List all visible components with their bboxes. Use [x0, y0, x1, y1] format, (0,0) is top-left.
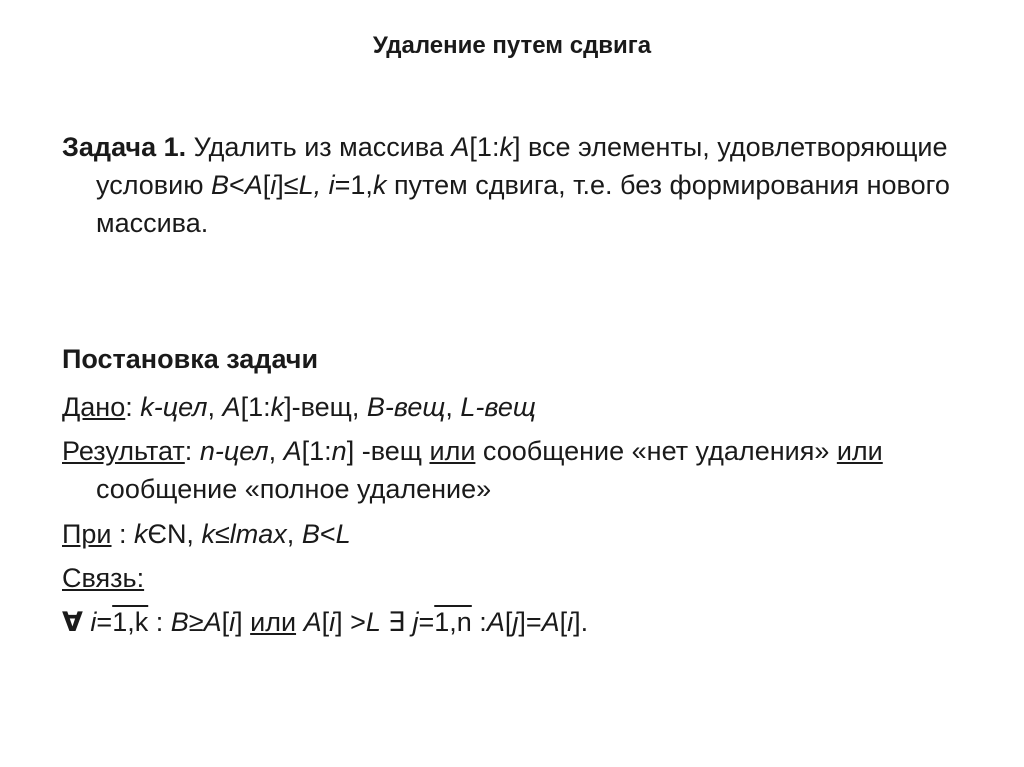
formula-text-5: ] [235, 607, 251, 637]
when-b: B [301, 519, 320, 549]
result-a: A [283, 436, 302, 466]
result-text-4: сообщение «полное удаление» [96, 474, 492, 504]
formula-a: A [203, 607, 222, 637]
result-n: n-цел [199, 436, 269, 466]
formula-a-2: A [303, 607, 322, 637]
task-label: Задача 1. [62, 132, 187, 162]
task-text-7: =1, [334, 170, 373, 200]
result-colon: : [184, 436, 200, 466]
formula-text-6 [296, 607, 304, 637]
formula-range-2: 1,n [434, 607, 472, 637]
formula-i: i [82, 607, 97, 637]
task-k-2: k [372, 170, 387, 200]
given-a: A [222, 392, 241, 422]
task-text-5: [ [262, 170, 271, 200]
when-text-1: ЄN, [147, 519, 202, 549]
result-label: Результат [62, 436, 185, 466]
formula-text-13: [ [559, 607, 568, 637]
result-text-2: ] -вещ [346, 436, 430, 466]
result-or-2: или [836, 436, 883, 466]
formula-i-2: i [229, 607, 236, 637]
when-k-2: k [201, 519, 215, 549]
slide-title: Удаление путем сдвига [372, 32, 652, 59]
formula-i-4: i [567, 607, 574, 637]
formula-text-10: : [471, 607, 487, 637]
formula-text-9: = [418, 607, 435, 637]
task-text-4: < [228, 170, 245, 200]
formula-line [62, 603, 1016, 641]
task-text-8: путем сдвига, т.е. без формирования нового массива. [96, 170, 950, 238]
task-text-2: [1: [469, 132, 500, 162]
result-line [62, 432, 1016, 508]
result-n-2: n [331, 436, 347, 466]
formula-text-1: = [96, 607, 113, 637]
when-label: При [62, 519, 112, 549]
given-b: B-вещ [366, 392, 446, 422]
link-label: Связь: [62, 563, 145, 593]
formula-a-4: A [541, 607, 560, 637]
given-colon: : [125, 392, 141, 422]
formula-text-4: [ [221, 607, 230, 637]
given-label: Дано [62, 392, 126, 422]
task-b: B [210, 170, 229, 200]
when-text-3: , [286, 519, 302, 549]
given-text-1: [1: [240, 392, 271, 422]
forall-symbol: ∀ [62, 607, 83, 637]
formula-b: B [170, 607, 189, 637]
exists-symbol: ∃ [380, 607, 413, 637]
formula-j: j [412, 607, 419, 637]
when-l: L [335, 519, 351, 549]
result-text-3: сообщение «нет удаления» [475, 436, 837, 466]
task-text-6: ]≤ [276, 170, 299, 200]
when-text-0: : [111, 519, 135, 549]
given-text-2: ]-вещ, [284, 392, 367, 422]
given-comma-2: , [445, 392, 461, 422]
when-text-4: < [319, 519, 336, 549]
when-line [62, 515, 1016, 553]
formula-j-2: j [512, 607, 519, 637]
formula-text-2: : [148, 607, 171, 637]
given-k: k-цел [140, 392, 208, 422]
formula-text-8: ] > [335, 607, 366, 637]
formula-text-7: [ [321, 607, 330, 637]
task-i: i [270, 170, 277, 200]
result-comma: , [268, 436, 284, 466]
task-array-a: A [451, 132, 470, 162]
formula-text-11: [ [504, 607, 513, 637]
formula-text-3: ≥ [188, 607, 204, 637]
formula-range-1: 1,k [112, 607, 149, 637]
result-text-1: [1: [301, 436, 332, 466]
formula-text-12: ]= [518, 607, 542, 637]
formula-a-3: A [486, 607, 505, 637]
formula-or: или [250, 607, 297, 637]
formula-i-3: i [329, 607, 336, 637]
task-paragraph [62, 128, 1016, 242]
task-l-i: L, i [298, 170, 335, 200]
task-array-a-2: A [244, 170, 263, 200]
given-l: L-вещ [460, 392, 536, 422]
setup-heading: Постановка задачи [62, 344, 319, 374]
result-or-1: или [429, 436, 476, 466]
formula-text-14: ]. [573, 607, 589, 637]
given-comma-1: , [207, 392, 223, 422]
task-k: k [499, 132, 513, 162]
task-text-1: Удалить из массива [186, 132, 452, 162]
given-line [62, 388, 1016, 426]
task-text-3: ] все элементы, удовлетворяющие условию [96, 132, 948, 200]
given-k-2: k [270, 392, 285, 422]
when-lmax: lmax [229, 519, 287, 549]
formula-l: L [365, 607, 381, 637]
when-text-2: ≤ [214, 519, 230, 549]
link-line [62, 559, 1016, 597]
when-k: k [134, 519, 148, 549]
